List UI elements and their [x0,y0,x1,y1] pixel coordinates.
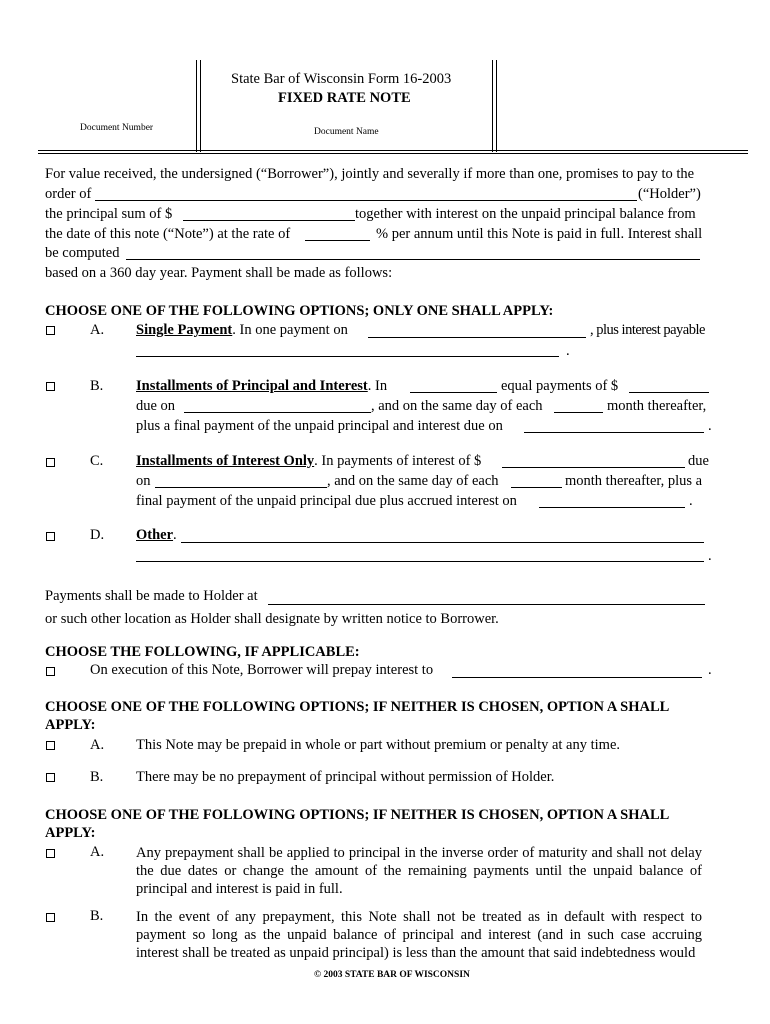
prepay-interest-end: . [708,662,712,678]
installments-count-field[interactable] [410,392,497,393]
option-d-end: . [708,548,712,564]
option-c-same-day-text: , and on the same day of each [327,473,499,489]
option-a-text-1: . In one payment on [232,322,348,338]
option-c-final-payment-text: final payment of the unpaid principal due plus accrued interest on [136,493,517,509]
intro-per-annum-text: % per annum until this Note is paid in full. Interest shall [376,226,703,242]
prepayment-a-checkbox[interactable] [46,741,55,750]
option-c-checkbox[interactable] [46,458,55,467]
header-divider-right-2 [496,60,497,152]
application-a-text: Any prepayment shall be applied to principal in the inverse order of maturity and shall not delay the due dates or change the amount of the remaining payments until the unpaid balance of principal and interest is paid in full. [136,845,702,897]
option-a-interest-text: , plus interest payable [590,322,705,338]
copyright-footer: © 2003 STATE BAR OF WISCONSIN [314,970,470,980]
option-a-letter: A. [90,322,105,338]
principal-sum-field[interactable] [183,220,355,221]
intro-line-1: For value received, the undersigned (“Borrower”), jointly and severally if more than one, promises to pay to the [45,166,695,182]
installment-first-due-field[interactable] [184,412,371,413]
interest-period-field[interactable] [511,487,562,488]
form-title: State Bar of Wisconsin Form 16-2003 [231,71,452,87]
intro-principal-label: the principal sum of $ [45,206,173,222]
installment-final-due-field[interactable] [524,432,704,433]
option-a-text [136,322,348,339]
intro-computed-label: be computed [45,245,120,261]
prepay-interest-text: On execution of this Note, Borrower will prepay interest to [90,662,434,678]
option-c-letter: C. [90,453,104,469]
prepay-interest-date-field[interactable] [452,677,702,678]
option-b-text [136,378,387,395]
other-terms-field-2[interactable] [136,561,704,562]
other-terms-field-1[interactable] [181,542,704,543]
option-c-title: Installments of Interest Only [136,453,315,469]
option-b-final-payment-text: plus a final payment of the unpaid principal and interest due on [136,418,503,434]
option-c-text-1: . In payments of interest of $ [314,453,482,469]
prepayment-b-text: There may be no prepayment of principal without permission of Holder. [136,769,555,785]
prepay-interest-checkbox[interactable] [46,667,55,676]
interest-payment-amount-field[interactable] [502,467,685,468]
header-rule-bottom [38,153,748,154]
intro-rate-label: the date of this note (“Note”) at the rate of [45,226,291,242]
document-number-label: Document Number [80,123,154,133]
option-a-end: . [566,343,570,359]
option-a-title: Single Payment [136,322,233,338]
prepayment-b-letter: B. [90,769,104,785]
installment-period-field[interactable] [554,412,603,413]
prepay-interest-heading: CHOOSE THE FOLLOWING, IF APPLICABLE: [45,644,360,660]
option-b-month-text: month thereafter, [607,398,707,414]
option-b-letter: B. [90,378,104,394]
header-divider-right [492,60,493,152]
option-b-same-day-text: , and on the same day of each [371,398,543,414]
computed-field[interactable] [126,259,700,260]
prepayment-options-heading-2: APPLY: [45,717,96,733]
option-d-text-1: . [173,527,177,543]
single-payment-date-field[interactable] [368,337,586,338]
document-name-label: Document Name [314,127,379,137]
application-b-letter: B. [90,908,104,924]
intro-order-of-label: order of [45,186,92,202]
option-b-equal-payments-text: equal payments of $ [501,378,619,394]
application-options-heading-1: CHOOSE ONE OF THE FOLLOWING OPTIONS; IF NEITHER IS CHOSEN, OPTION A SHALL [45,807,670,823]
prepayment-a-text: This Note may be prepaid in whole or part without premium or penalty at any time. [136,737,621,753]
application-a-checkbox[interactable] [46,849,55,858]
option-b-due-on-label: due on [136,398,176,414]
payment-location-note: or such other location as Holder shall designate by written notice to Borrower. [45,611,499,627]
single-payment-interest-field[interactable] [136,356,559,357]
application-options-heading-2: APPLY: [45,825,96,841]
payment-options-heading: CHOOSE ONE OF THE FOLLOWING OPTIONS; ONLY ONE SHALL APPLY: [45,303,554,319]
holder-name-field[interactable] [95,200,637,201]
option-d-title: Other [136,527,174,543]
application-a-letter: A. [90,844,105,860]
option-b-end: . [708,418,712,434]
option-c-text [136,453,481,470]
interest-rate-field[interactable] [305,240,370,241]
option-a-checkbox[interactable] [46,326,55,335]
option-d-checkbox[interactable] [46,532,55,541]
option-d-letter: D. [90,527,105,543]
option-c-on-label: on [136,473,151,489]
option-d-text [136,527,177,544]
payment-location-field[interactable] [268,604,705,605]
prepayment-options-heading-1: CHOOSE ONE OF THE FOLLOWING OPTIONS; IF NEITHER IS CHOSEN, OPTION A SHALL [45,699,670,715]
header-divider-left [196,60,197,152]
option-c-month-text: month thereafter, plus a [565,473,703,489]
header-divider-left-2 [200,60,201,152]
interest-final-due-field[interactable] [539,507,685,508]
interest-first-due-field[interactable] [155,487,327,488]
intro-360-day-text: based on a 360 day year. Payment shall be made as follows: [45,265,393,281]
option-b-checkbox[interactable] [46,382,55,391]
intro-holder-label: (“Holder”) [638,186,701,202]
intro-interest-text: together with interest on the unpaid principal balance from [355,206,696,222]
header-rule-top [38,150,748,151]
payment-location-label: Payments shall be made to Holder at [45,588,258,604]
option-b-text-1: . In [367,378,388,394]
prepayment-b-checkbox[interactable] [46,773,55,782]
note-title: FIXED RATE NOTE [278,90,411,106]
option-b-title: Installments of Principal and Interest [136,378,368,394]
application-b-text: In the event of any prepayment, this Note shall not be treated as in default with respect to payment so long as the unpaid balance of principal and interest (and in such case accruing interest shall be treated as unpaid principal) is less than the amount that said indebtedness would [136,909,702,961]
option-c-end: . [689,493,693,509]
installment-amount-field[interactable] [629,392,709,393]
application-b-checkbox[interactable] [46,913,55,922]
prepayment-a-letter: A. [90,737,105,753]
option-c-due-text: due [688,453,709,469]
